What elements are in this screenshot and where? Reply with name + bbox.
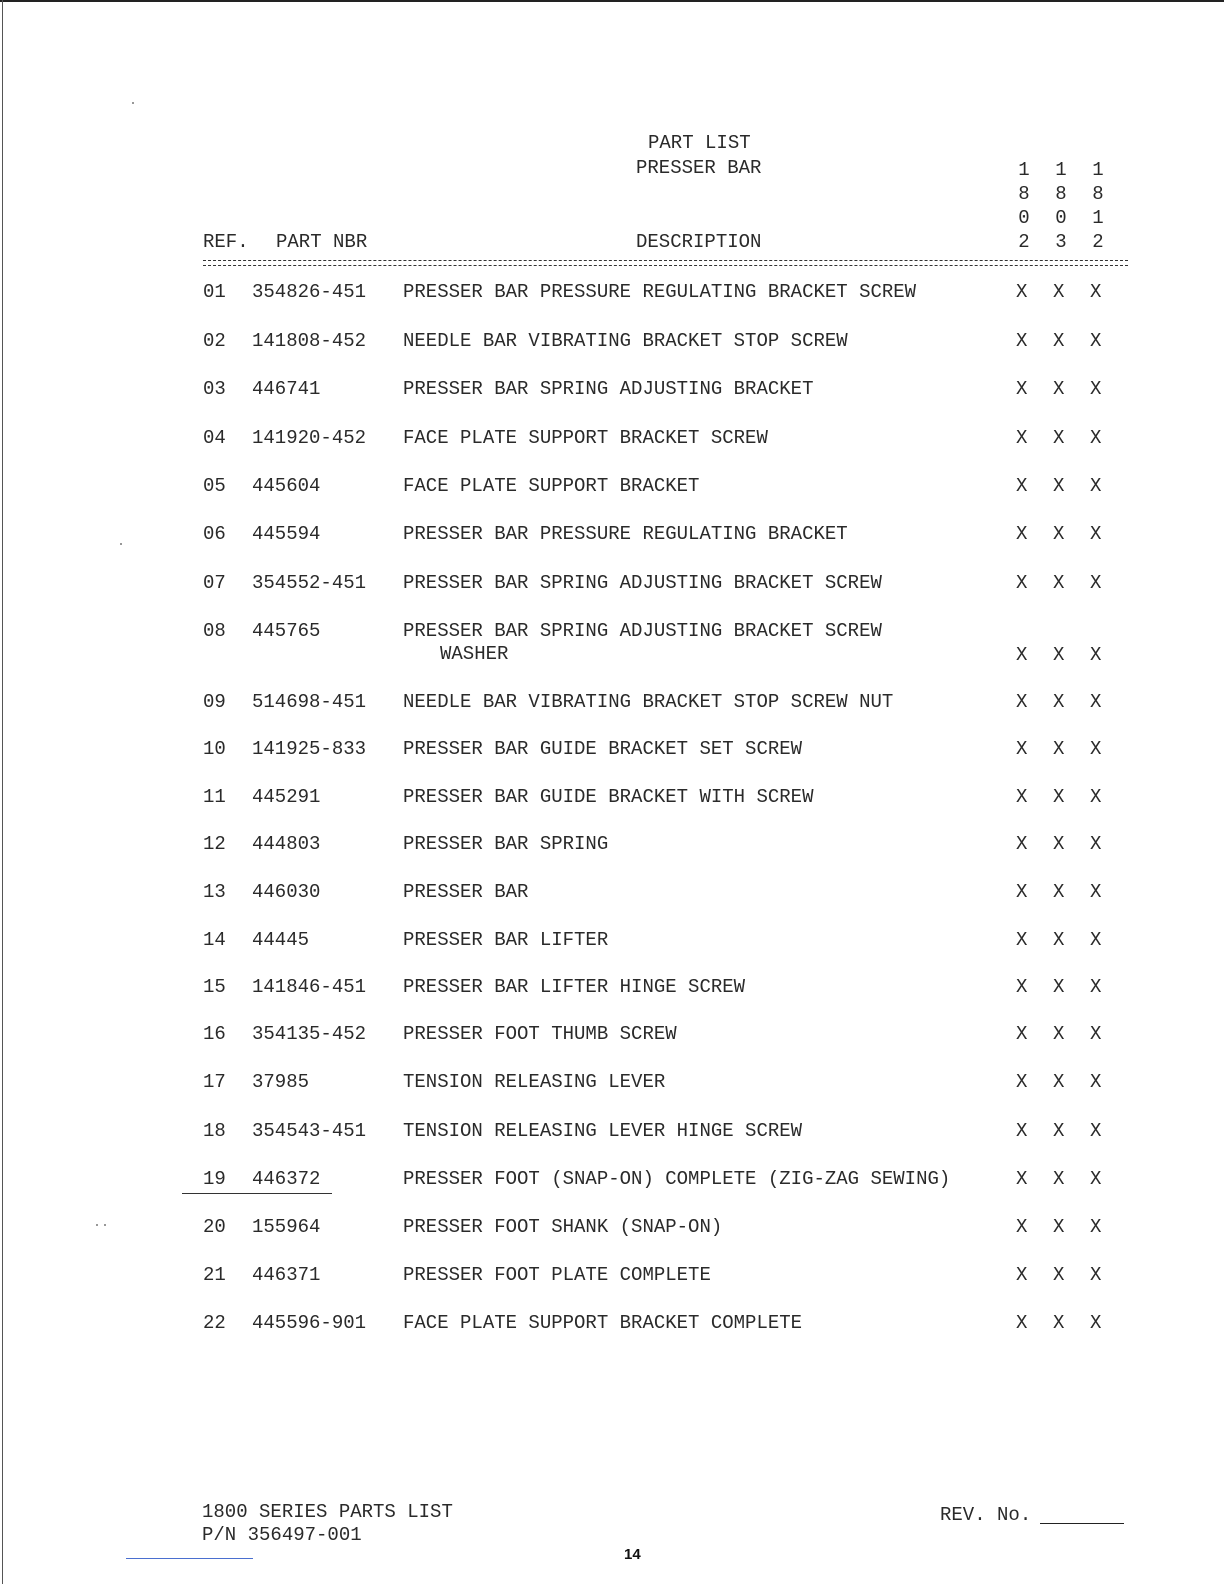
row-mark-1803: X	[1053, 1120, 1065, 1142]
row-mark-1802: X	[1016, 976, 1028, 998]
row-description: PRESSER BAR PRESSURE REGULATING BRACKET	[403, 523, 848, 545]
row-mark-1802: X	[1016, 427, 1028, 449]
row-ref: 11	[203, 786, 226, 808]
row-ref: 19	[203, 1168, 226, 1190]
row-mark-1803: X	[1053, 572, 1065, 594]
row-mark-1812: X	[1090, 833, 1102, 855]
row-part-number: 354826-451	[252, 281, 367, 303]
row-mark-1803: X	[1053, 1071, 1065, 1093]
table-row	[0, 281, 1224, 305]
row-mark-1803: X	[1053, 738, 1065, 760]
row-ref: 15	[203, 976, 226, 998]
table-row	[0, 475, 1224, 499]
row-mark-1802: X	[1016, 1071, 1028, 1093]
page-title: PART LIST	[648, 132, 751, 154]
row-mark-1803: X	[1053, 1312, 1065, 1334]
page-subtitle: PRESSER BAR	[636, 157, 762, 179]
row-part-number: 354552-451	[252, 572, 367, 594]
row-part-number: 445291	[252, 786, 321, 808]
row-description: NEEDLE BAR VIBRATING BRACKET STOP SCREW NUT	[403, 691, 894, 713]
row-ref: 03	[203, 378, 226, 400]
row-mark-1802: X	[1016, 881, 1028, 903]
row-description: FACE PLATE SUPPORT BRACKET SCREW	[403, 427, 768, 449]
row-ref: 09	[203, 691, 226, 713]
row-mark-1802: X	[1016, 1023, 1028, 1045]
row-mark-1812: X	[1090, 929, 1102, 951]
model-header-1803: 1 8 0 3	[1055, 159, 1067, 253]
row-part-number: 445596-901	[252, 1312, 367, 1334]
row-19-underline	[182, 1193, 332, 1194]
row-ref: 13	[203, 881, 226, 903]
table-row	[0, 1312, 1224, 1336]
row-part-number: 446371	[252, 1264, 321, 1286]
table-row	[0, 833, 1224, 857]
row-ref: 02	[203, 330, 226, 352]
row-mark-1803: X	[1053, 1168, 1065, 1190]
scan-speck	[132, 102, 134, 104]
row-mark-1802: X	[1016, 475, 1028, 497]
row-part-number: 141846-451	[252, 976, 367, 998]
row-mark-1802: X	[1016, 1312, 1028, 1334]
table-row	[0, 976, 1224, 1000]
table-row	[0, 691, 1224, 715]
row-mark-1812: X	[1090, 572, 1102, 594]
footer-part-number: P/N 356497-001	[202, 1524, 362, 1546]
row-ref: 22	[203, 1312, 226, 1334]
row-description: TENSION RELEASING LEVER	[403, 1071, 666, 1093]
row-ref: 04	[203, 427, 226, 449]
row-mark-1802: X	[1016, 786, 1028, 808]
row-mark-1802: X	[1016, 330, 1028, 352]
row-description: PRESSER BAR LIFTER	[403, 929, 609, 951]
row-mark-1812: X	[1090, 976, 1102, 998]
row-part-number: 446030	[252, 881, 321, 903]
table-row	[0, 620, 1224, 666]
row-ref: 18	[203, 1120, 226, 1142]
row-mark-1812: X	[1090, 1023, 1102, 1045]
row-ref: 17	[203, 1071, 226, 1093]
row-ref: 05	[203, 475, 226, 497]
row-description: PRESSER BAR PRESSURE REGULATING BRACKET SCREW	[403, 281, 917, 303]
row-mark-1803: X	[1053, 833, 1065, 855]
table-row	[0, 378, 1224, 402]
row-part-number: 446372	[252, 1168, 321, 1190]
table-row	[0, 330, 1224, 354]
table-row	[0, 1071, 1224, 1095]
table-row	[0, 929, 1224, 953]
table-row	[0, 1120, 1224, 1144]
row-part-number: 37985	[252, 1071, 310, 1093]
model-header-1802: 1 8 0 2	[1018, 159, 1030, 253]
row-mark-1803: X	[1053, 378, 1065, 400]
footer-series: 1800 SERIES PARTS LIST	[202, 1501, 453, 1523]
row-part-number: 514698-451	[252, 691, 367, 713]
table-row	[0, 1264, 1224, 1288]
row-mark-1802: X	[1016, 691, 1028, 713]
row-ref: 14	[203, 929, 226, 951]
row-mark-1802: X	[1016, 281, 1028, 303]
row-description: NEEDLE BAR VIBRATING BRACKET STOP SCREW	[403, 330, 848, 352]
table-row	[0, 427, 1224, 451]
row-description: PRESSER BAR GUIDE BRACKET WITH SCREW	[403, 786, 814, 808]
table-row	[0, 881, 1224, 905]
row-mark-1812: X	[1090, 427, 1102, 449]
row-part-number: 141920-452	[252, 427, 367, 449]
row-ref: 16	[203, 1023, 226, 1045]
row-mark-1803: X	[1053, 786, 1065, 808]
row-part-number: 141808-452	[252, 330, 367, 352]
row-mark-1812: X	[1090, 1168, 1102, 1190]
rev-number-line	[1040, 1523, 1124, 1524]
row-description: PRESSER FOOT (SNAP-ON) COMPLETE (ZIG-ZAG SEWING)	[403, 1168, 951, 1190]
row-mark-1812: X	[1090, 1120, 1102, 1142]
row-part-number: 446741	[252, 378, 321, 400]
row-description: PRESSER FOOT SHANK (SNAP-ON)	[403, 1216, 723, 1238]
row-mark-1802: X	[1016, 1216, 1028, 1238]
row-mark-1803: X	[1053, 929, 1065, 951]
row-part-number: 444803	[252, 833, 321, 855]
table-row	[0, 572, 1224, 596]
row-part-number: 354543-451	[252, 1120, 367, 1142]
row-ref: 20	[203, 1216, 226, 1238]
row-ref: 12	[203, 833, 226, 855]
row-mark-1812: X	[1090, 1071, 1102, 1093]
row-description: PRESSER BAR SPRING ADJUSTING BRACKET SCREW	[403, 572, 882, 594]
row-mark-1803: X	[1053, 644, 1065, 666]
row-mark-1802: X	[1016, 572, 1028, 594]
row-mark-1812: X	[1090, 378, 1102, 400]
row-mark-1802: X	[1016, 523, 1028, 545]
row-mark-1812: X	[1090, 1264, 1102, 1286]
row-description: TENSION RELEASING LEVER HINGE SCREW	[403, 1120, 803, 1142]
row-part-number: 445594	[252, 523, 321, 545]
row-mark-1803: X	[1053, 281, 1065, 303]
row-mark-1803: X	[1053, 691, 1065, 713]
row-mark-1812: X	[1090, 881, 1102, 903]
row-description: FACE PLATE SUPPORT BRACKET COMPLETE	[403, 1312, 803, 1334]
table-row	[0, 1216, 1224, 1240]
row-mark-1802: X	[1016, 378, 1028, 400]
table-row	[0, 523, 1224, 547]
model-header-1812: 1 8 1 2	[1092, 159, 1104, 253]
row-mark-1803: X	[1053, 1023, 1065, 1045]
row-description: PRESSER BAR	[403, 881, 529, 903]
row-ref: 07	[203, 572, 226, 594]
row-description: PRESSER BAR SPRING ADJUSTING BRACKET SCREW	[403, 620, 882, 642]
row-part-number: 445765	[252, 620, 321, 642]
row-part-number: 141925-833	[252, 738, 367, 760]
table-row	[0, 738, 1224, 762]
column-header-part: PART NBR	[276, 231, 368, 253]
row-mark-1812: X	[1090, 1312, 1102, 1334]
row-mark-1802: X	[1016, 644, 1028, 666]
row-ref: 06	[203, 523, 226, 545]
row-mark-1802: X	[1016, 1168, 1028, 1190]
page-number: 14	[624, 1546, 641, 1563]
row-part-number: 354135-452	[252, 1023, 367, 1045]
row-ref: 08	[203, 620, 226, 642]
row-part-number: 445604	[252, 475, 321, 497]
row-mark-1812: X	[1090, 644, 1102, 666]
row-mark-1803: X	[1053, 881, 1065, 903]
row-mark-1812: X	[1090, 330, 1102, 352]
row-description: PRESSER BAR SPRING ADJUSTING BRACKET	[403, 378, 814, 400]
row-ref: 21	[203, 1264, 226, 1286]
row-mark-1803: X	[1053, 330, 1065, 352]
row-mark-1803: X	[1053, 523, 1065, 545]
column-header-description: DESCRIPTION	[636, 231, 762, 253]
row-part-number: 155964	[252, 1216, 321, 1238]
row-mark-1802: X	[1016, 833, 1028, 855]
row-mark-1812: X	[1090, 1216, 1102, 1238]
page-top-edge	[0, 0, 1224, 2]
header-rule	[203, 260, 1128, 266]
row-description: PRESSER BAR GUIDE BRACKET SET SCREW	[403, 738, 803, 760]
row-mark-1803: X	[1053, 976, 1065, 998]
row-part-number: 44445	[252, 929, 310, 951]
row-ref: 01	[203, 281, 226, 303]
table-row	[0, 786, 1224, 810]
row-mark-1812: X	[1090, 691, 1102, 713]
row-mark-1802: X	[1016, 1264, 1028, 1286]
row-description: PRESSER BAR SPRING	[403, 833, 609, 855]
row-description: PRESSER BAR LIFTER HINGE SCREW	[403, 976, 746, 998]
row-mark-1812: X	[1090, 281, 1102, 303]
row-mark-1803: X	[1053, 475, 1065, 497]
footer-rev-label: REV. No.	[940, 1504, 1032, 1526]
bottom-link-line	[126, 1558, 253, 1559]
row-description: PRESSER FOOT THUMB SCREW	[403, 1023, 677, 1045]
row-mark-1802: X	[1016, 929, 1028, 951]
row-mark-1803: X	[1053, 1264, 1065, 1286]
row-mark-1812: X	[1090, 786, 1102, 808]
row-mark-1812: X	[1090, 475, 1102, 497]
column-header-ref: REF.	[203, 231, 249, 253]
table-row	[0, 1168, 1224, 1192]
row-mark-1802: X	[1016, 738, 1028, 760]
row-mark-1803: X	[1053, 427, 1065, 449]
row-mark-1803: X	[1053, 1216, 1065, 1238]
row-description: PRESSER FOOT PLATE COMPLETE	[403, 1264, 711, 1286]
row-description: FACE PLATE SUPPORT BRACKET	[403, 475, 700, 497]
row-description-continued: WASHER	[440, 643, 509, 665]
row-mark-1812: X	[1090, 523, 1102, 545]
row-mark-1812: X	[1090, 738, 1102, 760]
row-ref: 10	[203, 738, 226, 760]
row-mark-1802: X	[1016, 1120, 1028, 1142]
table-row	[0, 1023, 1224, 1047]
